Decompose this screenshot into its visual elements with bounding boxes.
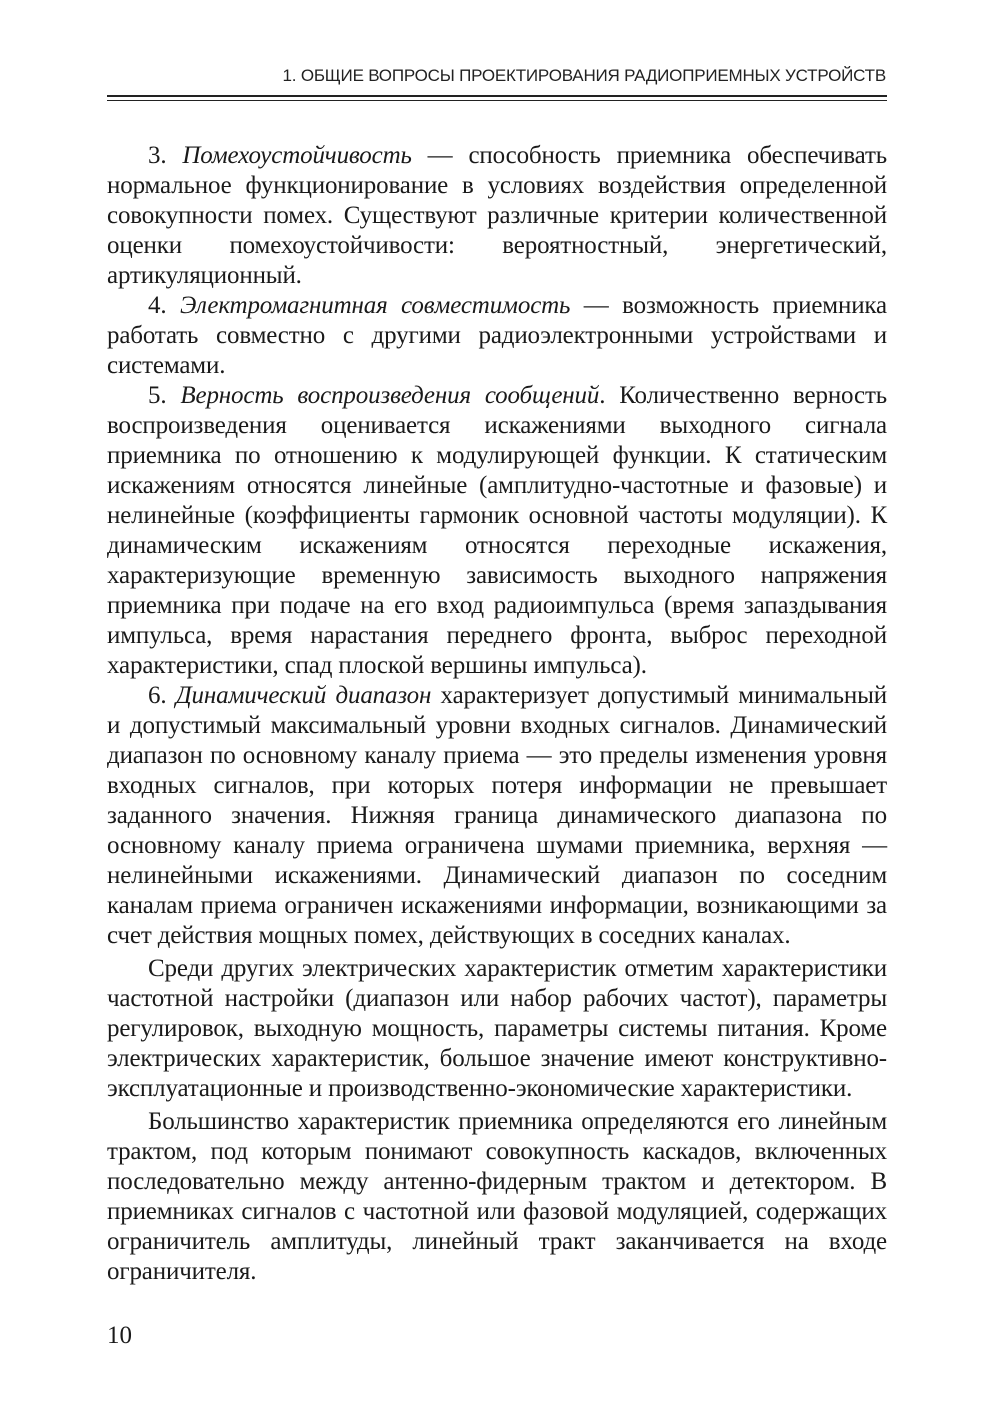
paragraph-dynamic-range <box>107 681 887 951</box>
term: Помехоустойчивость <box>182 142 412 169</box>
term: Электромагнитная совместимость <box>179 292 571 319</box>
paragraph-fidelity <box>107 381 887 681</box>
header-rule-thick <box>107 95 887 97</box>
item-number: 5. <box>148 382 181 409</box>
item-number: 3. <box>148 142 183 169</box>
item-number: 6. <box>148 682 176 709</box>
term: Динамический диапазон <box>175 682 432 709</box>
header-rule-thin <box>107 100 887 101</box>
paragraph-text: . Количественно верность воспроизведения оценивается искажениями выходного сигнала приемника по отношению к модулирующей функции. К статическим искажениям относятся линейные (амплитудно-частотные и фазовые) и нелинейные (коэффициенты гармоник основной частоты модуляции). К динамическим искажениям относятся переходные искажения, характеризующие временную зависимость выходного напряжения приемника при подаче на его вход радиоимпульса (время запаздывания импульса, время нарастания переднего фронта, выброс переходной характеристики, спад плоской вершины импульса). <box>107 382 887 679</box>
paragraph-text: — способность приемника обеспечивать нормальное функционирование в условиях воздействия определенной совокупности помех. Существуют различные критерии количественной оценки помехоустойчивости: вероятностный, энергетический, артикуляционный. <box>107 142 887 289</box>
body-text <box>107 141 887 1287</box>
paragraph-text: — возможность приемника работать совместно с другими радиоэлектронными устройствами и системами. <box>107 292 887 379</box>
paragraph-other-characteristics: Среди других электрических характеристик отметим характеристики частотной настройки (диапазон или набор рабочих частот), параметры регулировок, выходную мощность, параметры системы питания. Кроме электрических характеристик, большое значение имеют конструктивно-эксплуатационные и производственно-экономические характеристики. <box>107 955 887 1102</box>
term: Верность воспроизведения сообщений <box>180 382 600 409</box>
paragraph-emc <box>107 291 887 381</box>
item-number: 4. <box>148 292 180 319</box>
paragraph-linear-path: Большинство характеристик приемника определяются его линейным трактом, под которым понимают совокупность каскадов, включенных последовательно между антенно-фидерным трактом и детектором. В приемниках сигналов с частотной или фазовой модуляцией, содержащих ограничитель амплитуды, линейный тракт заканчивается на входе ограничителя. <box>107 1108 887 1285</box>
running-header: 1. ОБЩИЕ ВОПРОСЫ ПРОЕКТИРОВАНИЯ РАДИОПРИЕМНЫХ УСТРОЙСТВ <box>282 66 886 85</box>
paragraph-text: характеризует допустимый минимальный и допустимый максимальный уровни входных сигналов. Динамический диапазон по основному каналу приема — это пределы изменения уровня входных сигналов, при которых потеря информации не превышает заданного значения. Нижняя граница динамического диапазона по основному каналу приема ограничена шумами приемника, верхняя — нелинейными искажениями. Динамический диапазон по соседним каналам приема ограничен искажениями информации, возникающими за счет действия мощных помех, действующих в соседних каналах. <box>107 682 887 949</box>
page-number: 10 <box>107 1322 132 1349</box>
paragraph-noise-immunity <box>107 141 887 291</box>
